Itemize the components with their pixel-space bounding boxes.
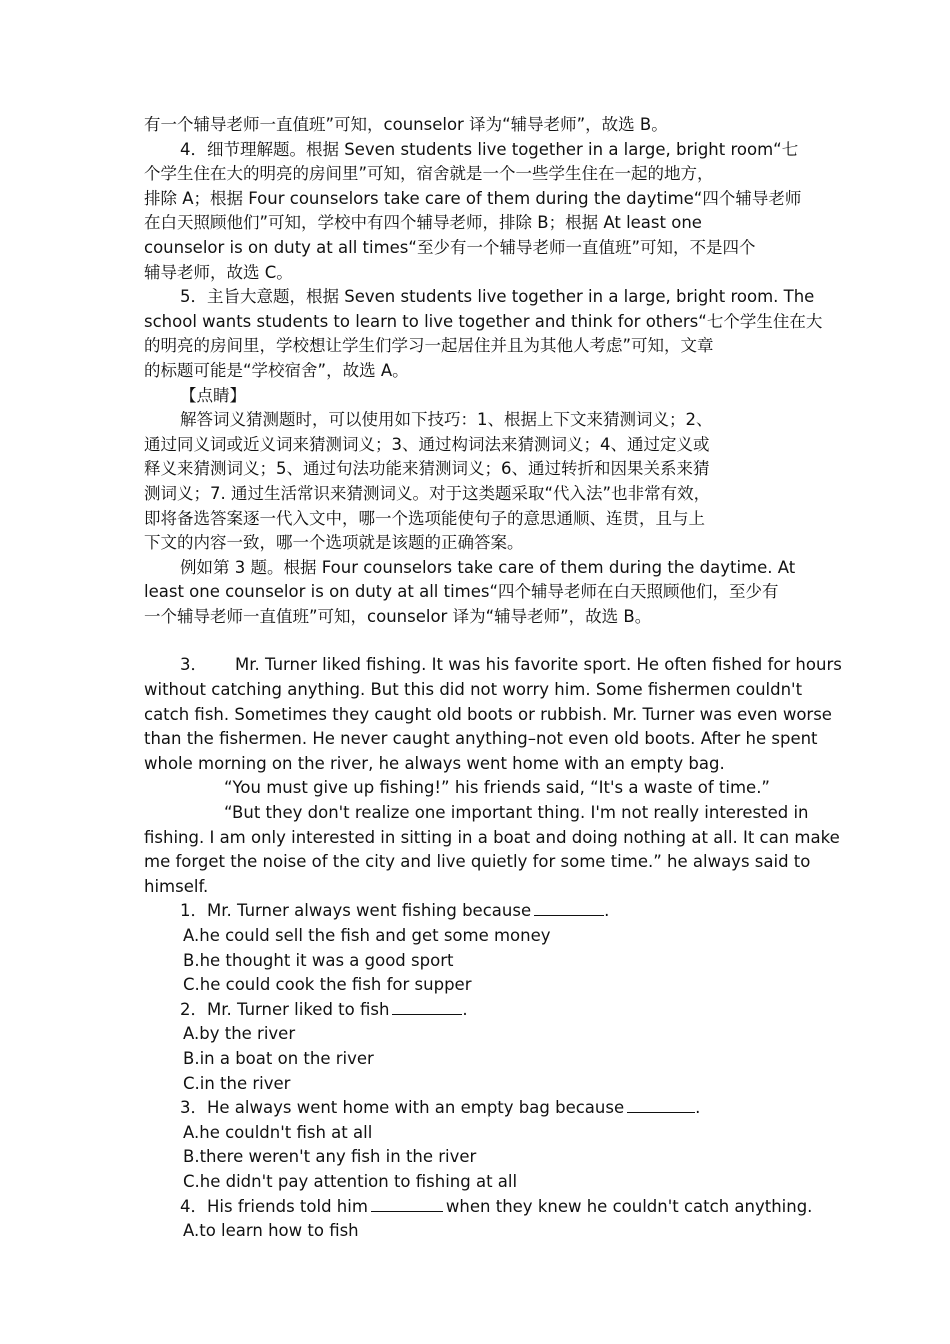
analysis-line: 个学生住在大的明亮的房间里”可知，宿舍就是一个一些学生住在一起的地方， — [144, 164, 714, 184]
point-line: 解答词义猜测题时，可以使用如下技巧：1、根据上下文来猜测词义；2、 — [180, 410, 713, 430]
question-option: A.to learn how to fish — [183, 1221, 359, 1241]
question-stem: 4．His friends told him when they knew he couldn't catch anything. — [180, 1196, 813, 1216]
question-option: B.in a boat on the river — [183, 1048, 374, 1068]
question-stem: 3．He always went home with an empty bag because . — [180, 1098, 701, 1118]
passage-first-line — [144, 653, 842, 678]
passage-line: than the fishermen. He never caught anything–not even old boots. After he spent — [144, 729, 818, 749]
spacer — [144, 629, 814, 653]
point-line: 测词义；7. 通过生活常识来猜测词义。对于这类题采取“代入法”也非常有效， — [144, 483, 711, 503]
point-line: 即将备选答案逐一代入文中，哪一个选项能使句子的意思通顺、连贯，且与上 — [144, 508, 705, 528]
answer-blank — [392, 998, 462, 1015]
question-option: C.he could cook the fish for supper — [183, 975, 472, 995]
passage-line: fishing. I am only interested in sitting in a boat and doing nothing at all. It can make — [144, 827, 840, 847]
passage-quote: “You must give up fishing!” his friends said, “It's a waste of time.” — [224, 778, 770, 798]
question-option: A.he could sell the fish and get some money — [183, 926, 551, 945]
passage-line: without catching anything. But this did not worry him. Some fishermen couldn't — [144, 680, 803, 700]
question-stem: 1．Mr. Turner always went fishing because . — [180, 901, 610, 921]
analysis-line: 的标题可能是“学校宿舍”，故选 A。 — [144, 360, 409, 380]
point-line: 释义来猜测词义；5、通过句法功能来猜测词义；6、通过转折和因果关系来猜 — [144, 459, 710, 479]
analysis-line: school wants students to learn to live together and think for others“七个学生住在大 — [144, 311, 823, 331]
question-stem: 2．Mr. Turner liked to fish . — [180, 999, 468, 1019]
analysis-line: 辅导老师，故选 C。 — [144, 262, 293, 282]
point-line: 一个辅导老师一直值班”可知，counselor 译为“辅导老师”，故选 B。 — [144, 606, 652, 626]
question-option: B.there weren't any fish in the river — [183, 1147, 477, 1167]
analysis-line: 4．细节理解题。根据 Seven students live together in a large, bright room“七 — [180, 139, 799, 159]
question-option: C.he didn't pay attention to fishing at all — [183, 1171, 518, 1191]
document-page — [144, 113, 842, 1244]
analysis-line: 有一个辅导老师一直值班”可知，counselor 译为“辅导老师”，故选 B。 — [144, 115, 668, 134]
passage-line: himself. — [144, 876, 209, 896]
passage-number: 3． — [180, 655, 207, 675]
analysis-line: 在白天照顾他们”可知，学校中有四个辅导老师，排除 B；根据 At least one — [144, 213, 702, 233]
passage-line: whole morning on the river, he always went home with an empty bag. — [144, 753, 725, 773]
point-line: 通过同义词或近义词来猜测词义；3、通过构词法来猜测词义；4、通过定义或 — [144, 434, 710, 454]
question-option: C.in the river — [183, 1073, 291, 1093]
point-line: 例如第 3 题。根据 Four counselors take care of them during the daytime. At — [180, 557, 796, 577]
passage-text: Mr. Turner liked fishing. It was his favorite sport. He often fished for hours — [235, 655, 842, 675]
question-option: A.by the river — [183, 1024, 296, 1044]
analysis-line: 的明亮的房间里，学校想让学生们学习一起居住并且为其他人考虑”可知，文章 — [144, 336, 714, 356]
point-line: least one counselor is on duty at all times“四个辅导老师在白天照顾他们，至少有 — [144, 582, 779, 602]
passage-quote: “But they don't realize one important thing. I'm not really interested in — [224, 803, 809, 823]
question-option: A.he couldn't fish at all — [183, 1122, 373, 1142]
passage-line: catch fish. Sometimes they caught old boots or rubbish. Mr. Turner was even worse — [144, 704, 832, 724]
point-line: 下文的内容一致，哪一个选项就是该题的正确答案。 — [144, 533, 524, 553]
question-option: B.he thought it was a good sport — [183, 950, 454, 970]
answer-blank — [627, 1096, 695, 1113]
analysis-line: 5．主旨大意题，根据 Seven students live together in a large, bright room. The — [180, 287, 815, 307]
answer-blank — [371, 1195, 443, 1212]
point-heading: 【点睛】 — [180, 385, 246, 405]
analysis-line: 排除 A；根据 Four counselors take care of them during the daytime“四个辅导老师 — [144, 188, 802, 208]
passage-line: me forget the noise of the city and live quietly for some time.” he always said to — [144, 852, 811, 872]
answer-blank — [534, 899, 604, 916]
analysis-line: counselor is on duty at all times“至少有一个辅导老师一直值班”可知，不是四个 — [144, 237, 756, 257]
